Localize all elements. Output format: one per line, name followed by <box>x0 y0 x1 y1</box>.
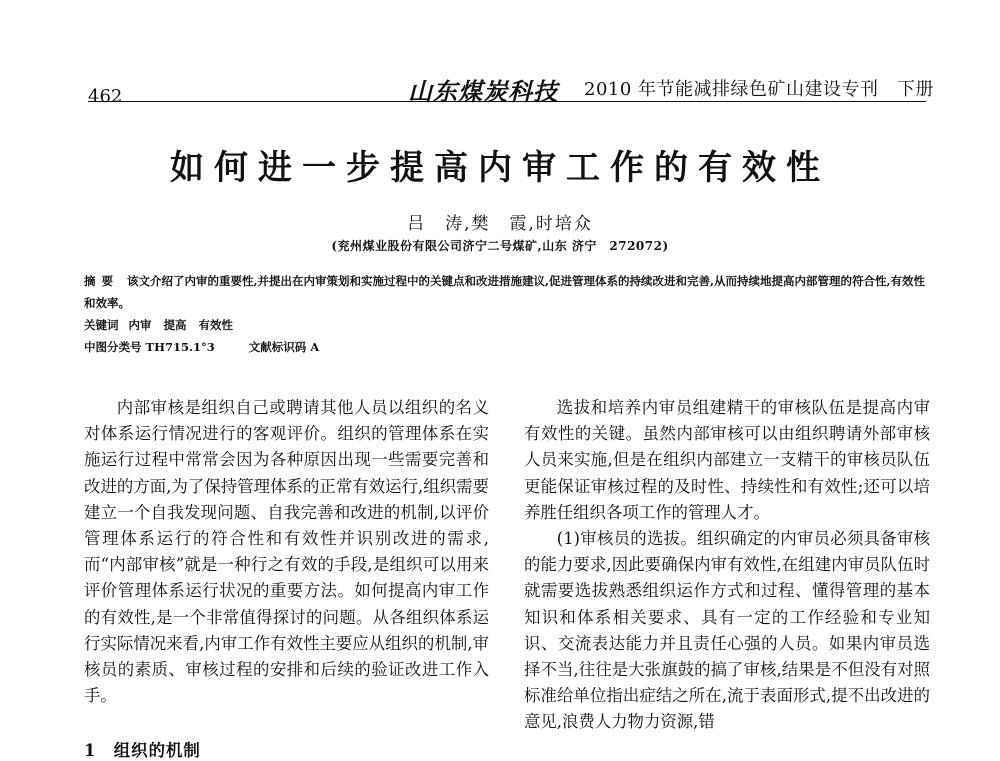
page-number: 462 <box>88 86 123 107</box>
doc-code-label: 文献标识码 <box>248 340 307 354</box>
body-paragraph: 内部审核是组织自己或聘请其他人员以组织的名义对体系运行情况进行的客观评价。组织的管理体系在实施运行过程中常常会因为各种原因出现一些需要完善和改进的方面,为了保持管理体系的正常有效运行,组织需要建立一个自我发现问题、自我完善和改进的机制,以评价管理体系运行的符合性和有效性并识别改进的需求,而“内部审核”就是一种行之有效的手段,是组织可以用来评价管理体系运行状况的重要方法。如何提高内审工作的有效性,是一个非常值得探讨的问题。从各组织体系运行实际情况来看,内审工作有效性主要应从组织的机制,审核员的素质、审核过程的安排和后续的验证改进工作入手。 <box>84 398 489 706</box>
classification <box>84 336 928 358</box>
keyword-item: 有效性 <box>198 318 233 332</box>
body-column-right <box>524 395 930 736</box>
keywords-label: 关键词 <box>84 318 119 332</box>
section-heading: 1 组织的机制 <box>84 741 201 760</box>
class-label: 中图分类号 <box>84 340 142 354</box>
keyword-item: 内审 <box>128 318 152 332</box>
class-value: TH715.1°3 <box>145 340 215 354</box>
abstract-text: 该文介绍了内审的重要性,并提出在内审策划和实施过程中的关键点和改进措施建议,促进管理体系的持续改进和完善,从而持续地提高内部管理的符合性,有效性和效率。 <box>84 274 926 310</box>
header-rule <box>88 101 926 102</box>
body-column-left <box>84 395 489 709</box>
article-title: 如何进一步提高内审工作的有效性 <box>170 148 830 188</box>
abstract-label: 摘要 <box>84 274 119 288</box>
doc-code-value: A <box>310 340 320 354</box>
issue-title: 2010 年节能减排绿色矿山建设专刊 下册 <box>584 79 935 100</box>
body-paragraph: (1)审核员的选拔。组织确定的内审员必须具备审核的能力要求,因此要确保内审有效性,在组建内审员队伍时就需要选拔熟悉组织运作方式和过程、懂得管理的基本知识和体系相关要求、具有一定的工作经验和专业知识、交流表达能力并且责任心强的人员。如果内审员选择不当,往往是大张旗鼓的搞了审核,结果是不但没有对照标准给单位指出症结之所在,流于表面形式,提不出改进的意见,浪费人力物力资源,错 <box>524 529 930 732</box>
authors: 吕 涛,樊 霞,时培众 <box>407 214 593 234</box>
keywords <box>84 314 928 336</box>
affiliation: (兖州煤业股份有限公司济宁二号煤矿,山东 济宁 272072) <box>331 239 669 253</box>
keyword-item: 提高 <box>163 318 187 332</box>
abstract <box>84 270 928 314</box>
journal-logo: 山东煤炭科技 <box>408 77 558 106</box>
body-paragraph: 选拔和培养内审员组建精干的审核队伍是提高内审有效性的关键。虽然内部审核可以由组织聘请外部审核人员来实施,但是在组织内部建立一支精干的审核员队伍更能保证审核过程的及时性、持续性和有效性;还可以培养胜任组织各项工作的管理人才。 <box>524 398 930 522</box>
